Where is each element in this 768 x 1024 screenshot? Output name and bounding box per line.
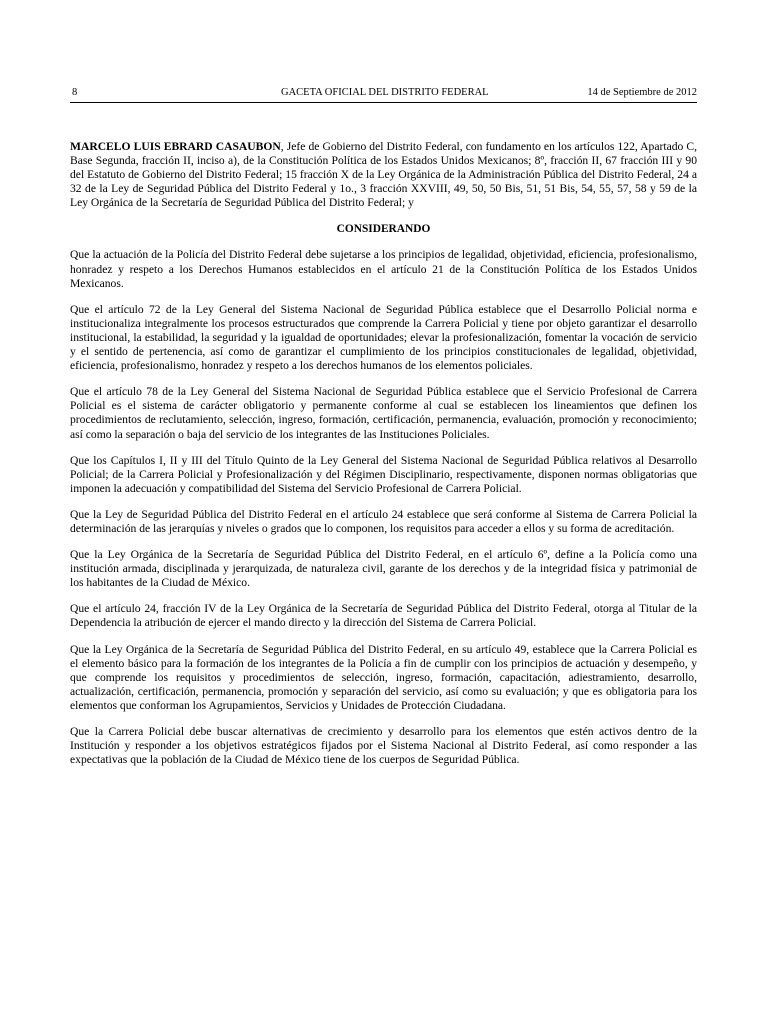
paragraph: Que la Ley Orgánica de la Secretaría de Seguridad Pública del Distrito Federal, en el artículo 6º, define a la Policía como una institución armada, disciplinada y jerarquizada, de naturaleza civil, garante de los derechos y de la integridad física y patrimonial de los habitantes de la Ciudad de México. (70, 548, 697, 590)
paragraph: Que los Capítulos I, II y III del Título Quinto de la Ley General del Sistema Nacional de Seguridad Pública relativos al Desarrollo Policial; de la Carrera Policial y Profesionalización y del Régimen Disciplinario, respectivamente, disponen normas obligatorias que imponen la adecuación y compatibilidad del Sistema del Servicio Profesional de Carrera Policial. (70, 453, 697, 495)
paragraph: Que la Carrera Policial debe buscar alternativas de crecimiento y desarrollo para los elementos que estén activos dentro de la Institución y responder a los objetivos estratégicos fijados por el Sistema Nacional al Distrito Federal, así como responder a las expectativas que la población de la Ciudad de México tiene de los cuerpos de Seguridad Pública. (70, 725, 697, 767)
intro-paragraph (70, 140, 697, 210)
governor-name: MARCELO LUIS EBRARD CASAUBON (70, 140, 281, 153)
page-header (70, 86, 697, 103)
intro-text: , Jefe de Gobierno del Distrito Federal, con fundamento en los artículos 122, Apartado C, Base Segunda, fracción II, inciso a), de la Constitución Política de los Estados Unidos Mexicanos; 8º, fracción II, 67 fracción III y 90 del Estatuto de Gobierno del Distrito Federal; 15 fracción X de la Ley Orgánica de la Administración Pública del Distrito Federal, 24 a 32 de la Ley de Seguridad Pública del Distrito Federal y 1o., 3 fracción XXVIII, 49, 50, 50 Bis, 51, 51 Bis, 54, 55, 57, 58 y 59 de la Ley Orgánica de la Secretaría de Seguridad Pública del Distrito Federal; y (70, 140, 697, 210)
page-number: 8 (72, 87, 78, 98)
document-body (70, 140, 697, 779)
paragraph: Que la Ley Orgánica de la Secretaría de Seguridad Pública del Distrito Federal, en su artículo 49, establece que la Carrera Policial es el elemento básico para la formación de los integrantes de la Policía a fin de cumplir con los principios de actuación y desempeño, y que comprende los requisitos y procedimientos de selección, ingreso, formación, capacitación, adiestramiento, desarrollo, actualización, certificación, permanencia, promoción y separación del servicio, así como su evaluación; y que es obligatoria para los elementos que conforman los Agrupamientos, Servicios y Unidades de Protección Ciudadana. (70, 642, 697, 712)
issue-date: 14 de Septiembre de 2012 (587, 87, 697, 98)
section-heading: CONSIDERANDO (336, 223, 431, 236)
paragraph: Que la actuación de la Policía del Distrito Federal debe sujetarse a los principios de legalidad, objetividad, eficiencia, profesionalismo, honradez y respeto a los Derechos Humanos establecidos en el artículo 21 de la Constitución Política de los Estados Unidos Mexicanos. (70, 248, 697, 290)
paragraph: Que el artículo 78 de la Ley General del Sistema Nacional de Seguridad Pública establece que el Servicio Profesional de Carrera Policial es el sistema de carácter obligatorio y permanente conforme al cual se establecen los lineamientos que definen los procedimientos de reclutamiento, selección, ingreso, formación, certificación, permanencia, evaluación, promoción y reconocimiento; así como la separación o baja del servicio de los integrantes de las Instituciones Policiales. (70, 385, 697, 441)
paragraph: Que la Ley de Seguridad Pública del Distrito Federal en el artículo 24 establece que será conforme al Sistema de Carrera Policial la determinación de las jerarquías y niveles o grados que lo componen, los requisitos para acceder a ellos y su forma de acreditación. (70, 507, 697, 535)
paragraph: Que el artículo 24, fracción IV de la Ley Orgánica de la Secretaría de Seguridad Pública del Distrito Federal, otorga al Titular de la Dependencia la atribución de ejercer el mando directo y la dirección del Sistema de Carrera Policial. (70, 602, 697, 630)
gazette-title: GACETA OFICIAL DEL DISTRITO FEDERAL (281, 87, 489, 98)
paragraph: Que el artículo 72 de la Ley General del Sistema Nacional de Seguridad Pública establece que el Desarrollo Policial norma e institucionaliza integralmente los procesos estructurados que comprende la Carrera Policial y tiene por objeto garantizar el desarrollo institucional, la estabilidad, la seguridad y la igualdad de oportunidades; elevar la profesionalización, fomentar la vocación de servicio y el sentido de pertenencia, así como de garantizar el cumplimiento de los principios constitucionales de legalidad, objetividad, eficiencia, profesionalismo, honradez y respeto a los derechos humanos de los elementos policiales. (70, 302, 697, 373)
